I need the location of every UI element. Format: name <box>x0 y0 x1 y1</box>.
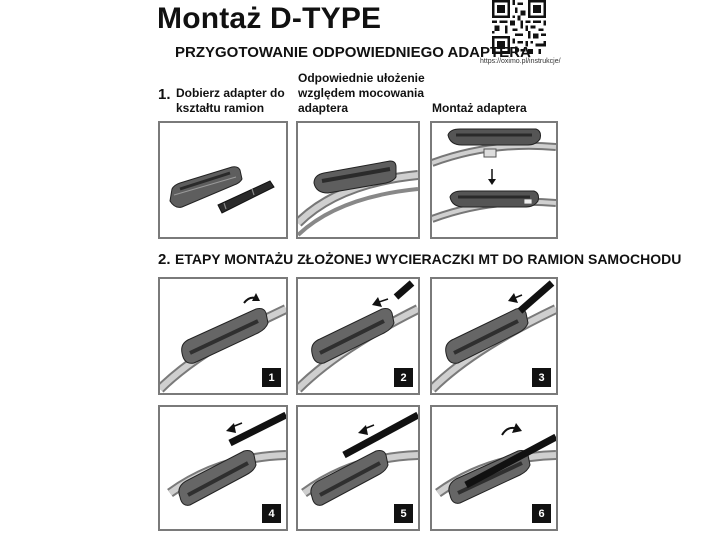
caption-2-line: adaptera <box>298 101 349 115</box>
step-panel-2 <box>296 277 420 395</box>
adapter-mounting-illustration <box>432 123 556 237</box>
step-panel-6 <box>430 405 558 531</box>
step-badge: 4 <box>262 504 281 523</box>
caption-1 <box>176 86 285 116</box>
section1-heading: PRZYGOTOWANIE ODPOWIEDNIEGO ADAPTERA <box>175 44 531 61</box>
caption-2-line: względem mocowania <box>298 86 425 100</box>
caption-3 <box>432 101 527 116</box>
caption-2-line: Odpowiednie ułożenie <box>298 71 425 85</box>
adapter-selection-illustration <box>160 123 286 237</box>
prep-panel-alignment <box>296 121 420 239</box>
section1-number: 1. <box>158 86 171 103</box>
prep-panel-adapter-selection <box>158 121 288 239</box>
section2-heading: ETAPY MONTAŻU ZŁOŻONEJ WYCIERACZKI MT DO RAMION SAMOCHODU <box>175 251 682 267</box>
alignment-illustration <box>298 123 418 237</box>
step-badge: 3 <box>532 368 551 387</box>
step-panel-1 <box>158 277 288 395</box>
section2-number: 2. <box>158 251 171 268</box>
caption-1-line: kształtu ramion <box>176 101 265 115</box>
step-panel-5 <box>296 405 420 531</box>
caption-2 <box>298 71 425 116</box>
caption-3-line: Montaż adaptera <box>432 101 527 115</box>
step-badge: 2 <box>394 368 413 387</box>
caption-1-line: Dobierz adapter do <box>176 86 285 100</box>
step-panel-3 <box>430 277 558 395</box>
qr-url-text: https://oximo.pl/instrukcje/ <box>480 58 561 65</box>
arrow-icon <box>226 423 236 433</box>
step-panel-4 <box>158 405 288 531</box>
step-badge: 1 <box>262 368 281 387</box>
step-badge: 6 <box>532 504 551 523</box>
arrow-icon <box>358 425 368 435</box>
page-title: Montaż D-TYPE <box>157 2 382 35</box>
prep-panel-mounting <box>430 121 558 239</box>
step-badge: 5 <box>394 504 413 523</box>
